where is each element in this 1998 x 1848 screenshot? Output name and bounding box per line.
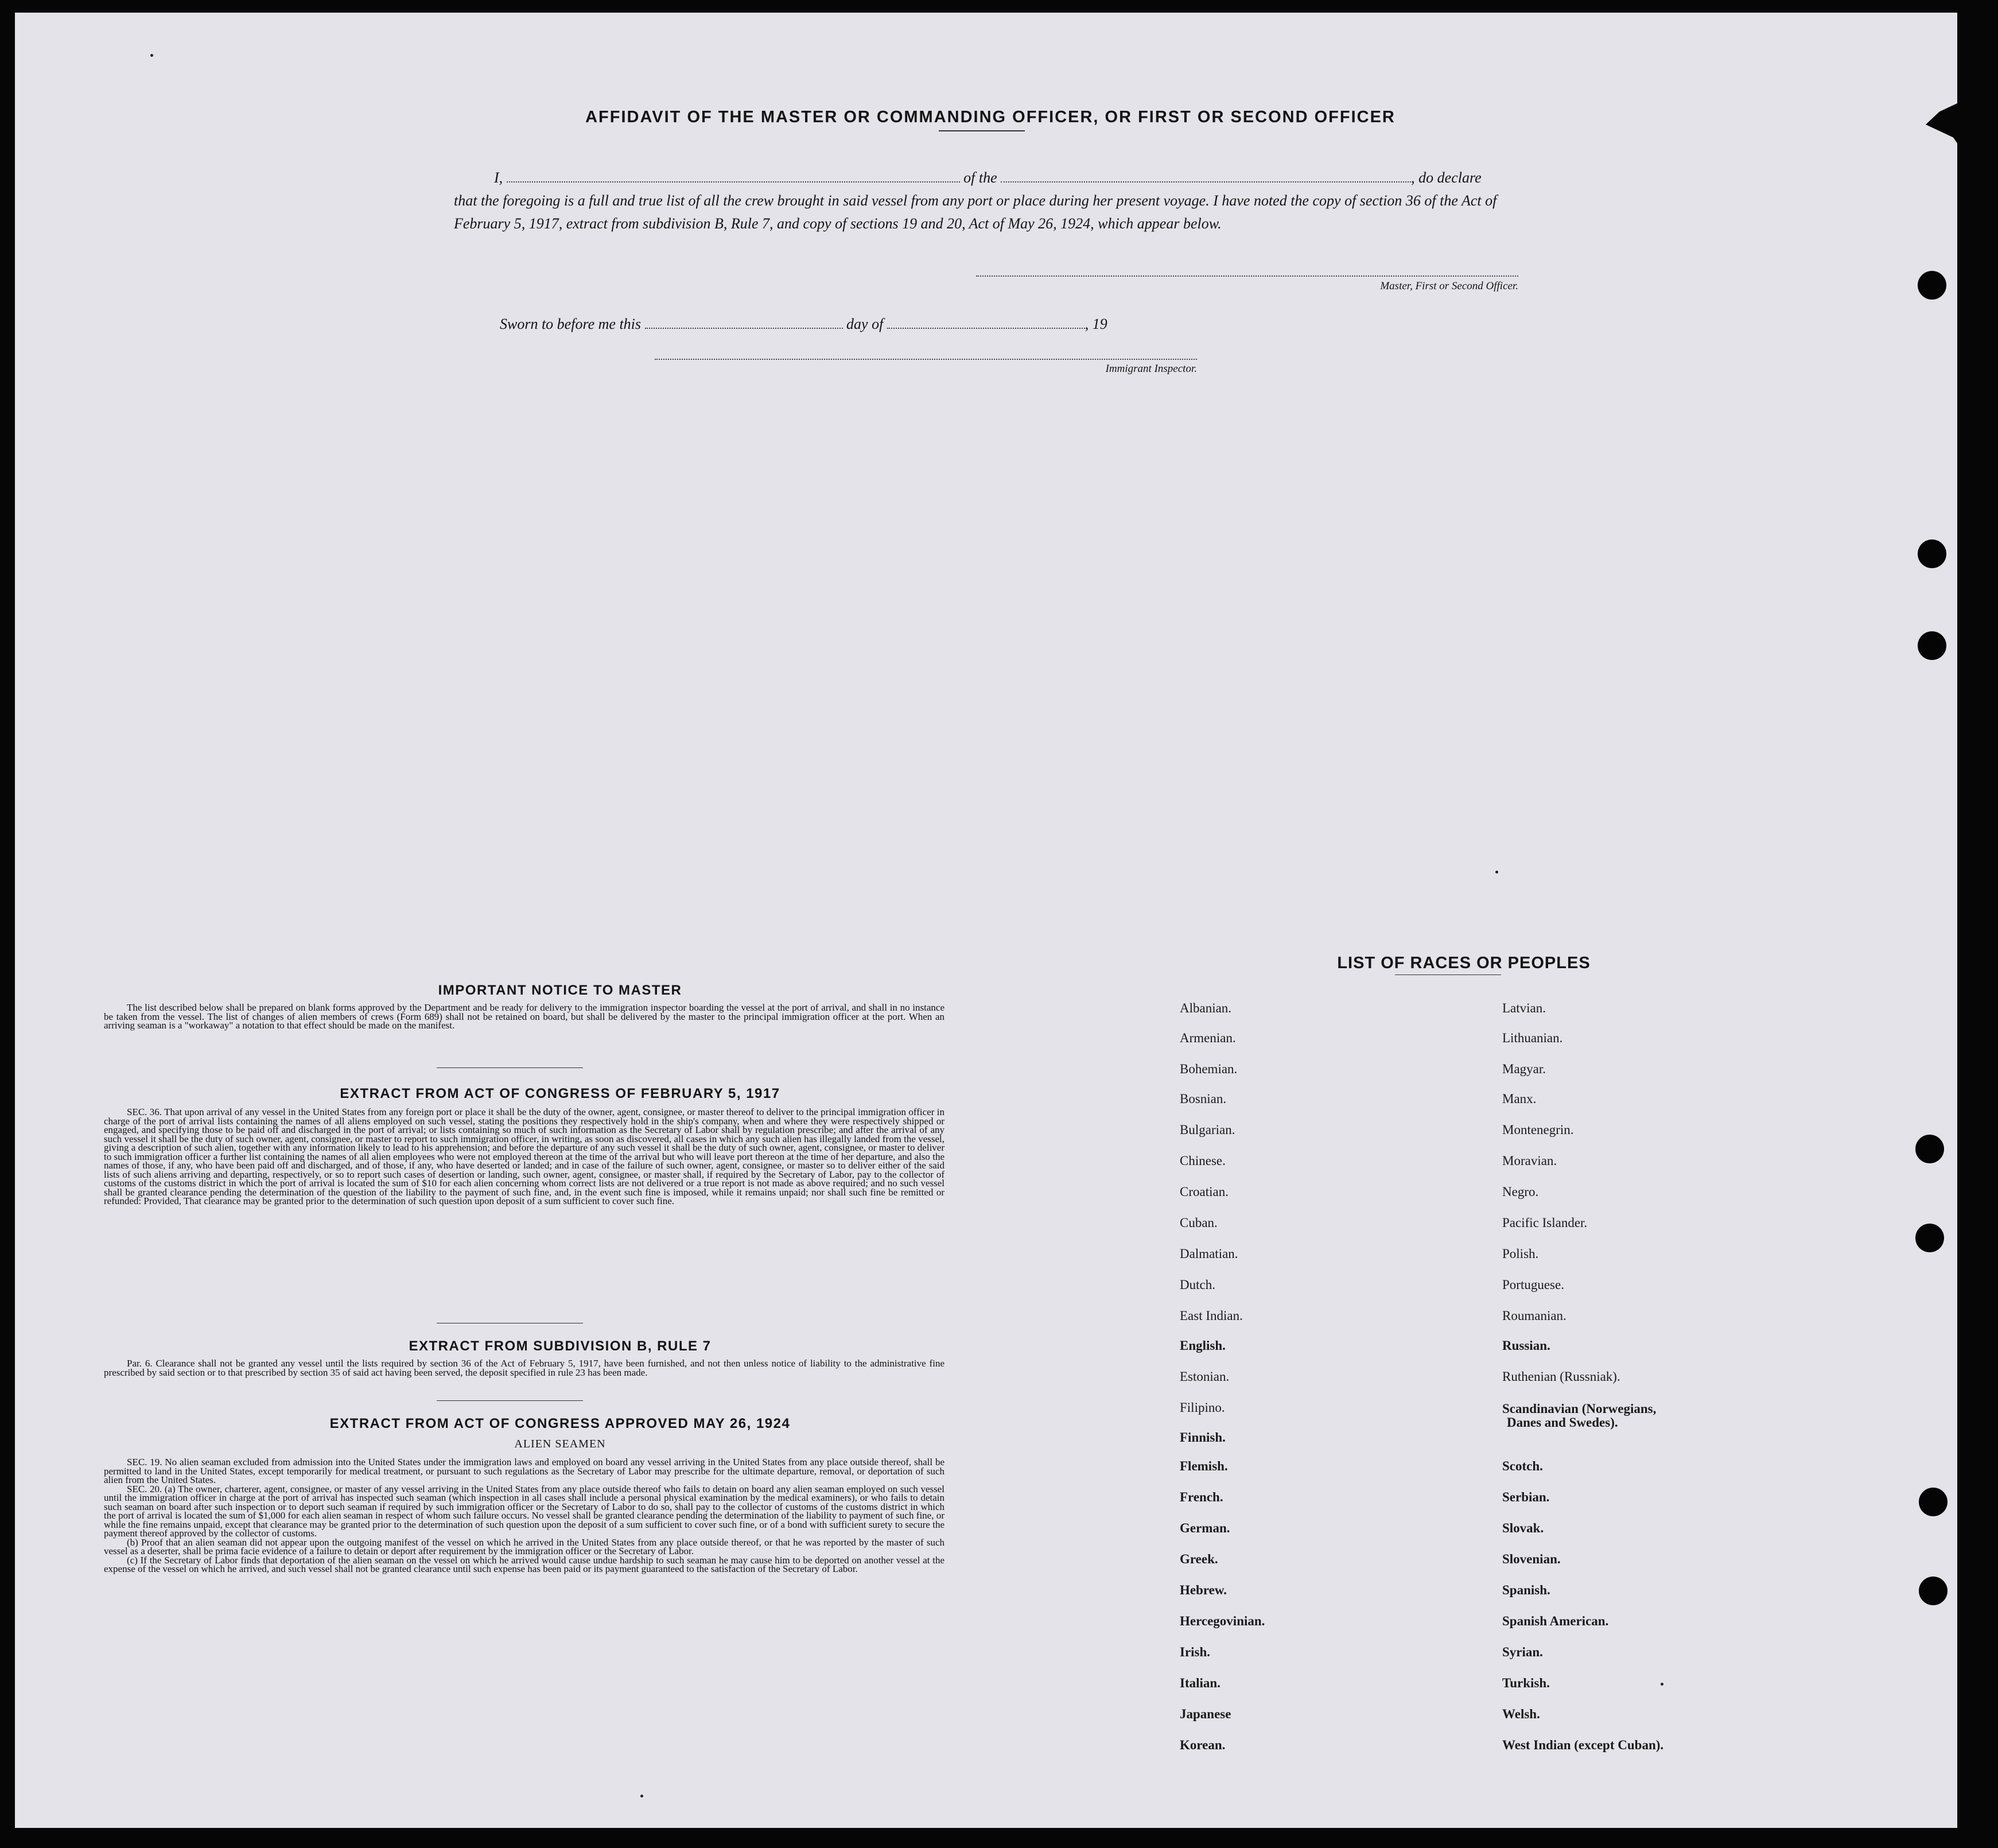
dust-speck xyxy=(1661,1683,1663,1686)
race-item: Spanish. xyxy=(1502,1583,1550,1597)
sworn-day-blank xyxy=(645,328,843,329)
race-item: Italian. xyxy=(1180,1676,1220,1690)
name-blank xyxy=(507,181,960,183)
race-item: Ruthenian (Russniak). xyxy=(1502,1369,1620,1384)
sworn-year-prefix: , 19 xyxy=(1084,316,1107,332)
race-item: Magyar. xyxy=(1502,1062,1546,1076)
race-item: French. xyxy=(1180,1490,1223,1504)
race-item: Croatian. xyxy=(1180,1185,1229,1199)
extract-1924-heading: EXTRACT FROM ACT OF CONGRESS APPROVED MAY 26, 1924 xyxy=(329,1416,791,1431)
race-item: Portuguese. xyxy=(1502,1278,1564,1292)
race-item: Bosnian. xyxy=(1180,1092,1227,1106)
punch-hole xyxy=(1919,1577,1948,1605)
race-item: Flemish. xyxy=(1180,1459,1228,1473)
affidavit-do-declare: , do declare xyxy=(1411,169,1482,186)
race-item: Chinese. xyxy=(1180,1154,1226,1168)
race-item: Russian. xyxy=(1502,1338,1550,1353)
alien-seamen-subheading: ALIEN SEAMEN xyxy=(514,1438,606,1450)
race-item: Scotch. xyxy=(1502,1459,1543,1473)
affidavit-i-prefix: I, xyxy=(494,169,503,186)
race-item: Lithuanian. xyxy=(1502,1031,1563,1045)
notice-heading: IMPORTANT NOTICE TO MASTER xyxy=(438,983,682,998)
punch-hole xyxy=(1918,271,1946,300)
race-item: Japanese xyxy=(1180,1707,1231,1721)
race-item: Syrian. xyxy=(1502,1645,1543,1659)
document-page xyxy=(15,13,1957,1828)
dust-speck xyxy=(640,1795,643,1797)
extract-1917-text xyxy=(104,1108,944,1206)
race-item: Greek. xyxy=(1180,1552,1218,1566)
race-item: Scandinavian (Norwegians, xyxy=(1502,1401,1657,1416)
sec-20c-paragraph: (c) If the Secretary of Labor finds that deportation of the alien seaman on the vessel on which he arrived would cause undue hardship to such seaman he may cause him to be deported on another vessel at the expense of the vessel on which he arrived, and such vessel shall not be granted clearance until such expense has been paid or its payment guaranteed to the satisfaction of the Secretary of Labor. xyxy=(104,1554,944,1574)
extract-rule7-heading: EXTRACT FROM SUBDIVISION B, RULE 7 xyxy=(409,1338,712,1354)
punch-hole xyxy=(1915,1224,1944,1252)
affidavit-declaration xyxy=(454,166,1533,235)
punch-hole xyxy=(1918,539,1946,568)
sec-19-paragraph: SEC. 19. No alien seaman excluded from admission into the United States under the immigration laws and employed on board any vessel arriving in the United States from any place outside thereof, shall be permitted to land in the United States, except temporarily for medical treatment, or pursuant to such regulations as the Secretary of Labor may prescribe for the ultimate departure, removal, or deportation of such alien from the United States. xyxy=(104,1457,944,1485)
punch-hole xyxy=(1919,1488,1948,1516)
race-item: Welsh. xyxy=(1502,1707,1540,1721)
race-item: Polish. xyxy=(1502,1247,1539,1261)
extract-1917-heading: EXTRACT FROM ACT OF CONGRESS OF FEBRUARY 5, 1917 xyxy=(340,1086,780,1101)
section-divider xyxy=(437,1067,583,1068)
race-item: West Indian (except Cuban). xyxy=(1502,1738,1664,1752)
sec-20b-paragraph: (b) Proof that an alien seaman did not appear upon the outgoing manifest of the vessel on which he arrived in the United States from any place outside thereof, or that he was reported by the master of such vessel as a deserter, shall be prima facie evidence of a failure to detain or deport after requirement by the immigration officer or the Secretary of Labor. xyxy=(104,1536,944,1556)
race-item: Pacific Islander. xyxy=(1502,1216,1588,1230)
race-item: Moravian. xyxy=(1502,1154,1557,1168)
affidavit-body: that the foregoing is a full and true list of all the crew brought in said vessel from any port or place during her present voyage. I have noted the copy of section 36 of the Act of February 5, 1917, extract from subdivision B, Rule 7, and copy of sections 19 and 20, Act of May 26, 1924, which appear below. xyxy=(454,192,1497,232)
torn-edge xyxy=(1926,99,1995,185)
race-item: Filipino. xyxy=(1180,1400,1225,1415)
race-item: Estonian. xyxy=(1180,1369,1230,1384)
affidavit-of-the: of the xyxy=(963,169,997,186)
race-item: Dalmatian. xyxy=(1180,1247,1238,1261)
master-signature-label: Master, First or Second Officer. xyxy=(1380,280,1518,292)
dust-speck xyxy=(150,54,153,57)
race-item: Hebrew. xyxy=(1180,1583,1227,1597)
race-item: Dutch. xyxy=(1180,1278,1215,1292)
race-item: Turkish. xyxy=(1502,1676,1550,1690)
race-item: German. xyxy=(1180,1521,1230,1535)
dust-speck xyxy=(1495,871,1498,873)
race-item: Hercegovinian. xyxy=(1180,1614,1265,1628)
section-divider xyxy=(437,1400,583,1401)
punch-hole xyxy=(1918,631,1946,660)
races-list-title: LIST OF RACES OR PEOPLES xyxy=(1337,954,1591,972)
section-36-paragraph: SEC. 36. That upon arrival of any vessel in the United States from any foreign port or place it shall be the duty of the owner, agent, consignee, or master thereof to deliver to the principal immigration officer in charge of the port of arrival lists containing the names of all aliens employed on such vessel, stating the positions they respectively hold in the ship's company, when and where they were respectively shipped or engaged, and specifying those to be paid off and discharged in the port of arrival; or lists containing so much of such information as the Secretary of Labor shall by regulation prescribe; and after the arrival of any such vessel it shall be the duty of such owner, agent, consignee, or master to report to such immigration officer, in writing, as soon as discovered, all cases in which any such alien has illegally landed from the vessel, giving a description of such alien, together with any information likely to lead to his apprehension; and before the departure of any such vessel it shall be the duty of such owner, agent, consignee, or master to deliver to such immigration officer a further list containing the names of all alien employees who were not employed thereon at the time of the arrival but who will leave port thereon at the time of her departure, and also the names of those, if any, who have been paid off and discharged, and of those, if any, who have deserted or landed; and in case of the failure of such owner, agent, consignee, or master so to deliver either of the said lists of such aliens arriving and departing, respectively, or so to report such cases of desertion or landing, such owner, agent, consignee, or master shall, if required by the Secretary of Labor, pay to the collector of customs of the customs district in which the port of arrival is located the sum of $10 for each alien concerning whom correct lists are not delivered or a true report is not made as above required; and no such vessel shall be granted clearance pending the determination of the question of the liability to the payment of such fine, and, in the event such fine is imposed, while it remains unpaid; nor shall such fine be remitted or refunded: Provided, That clearance may be granted prior to the determination of such question upon deposit of a sum sufficient to cover such fine. xyxy=(104,1107,944,1206)
race-item: Latvian. xyxy=(1502,1001,1546,1015)
race-item: Korean. xyxy=(1180,1738,1226,1752)
race-item: Cuban. xyxy=(1180,1216,1218,1230)
sworn-prefix: Sworn to before me this xyxy=(500,316,642,332)
race-item: Slovak. xyxy=(1502,1521,1544,1535)
race-item: Danes and Swedes). xyxy=(1507,1415,1618,1430)
race-item: Spanish American. xyxy=(1502,1614,1609,1628)
race-item: Bohemian. xyxy=(1180,1062,1238,1076)
sworn-statement xyxy=(500,316,1107,333)
race-item: Finnish. xyxy=(1180,1430,1226,1445)
notice-text xyxy=(104,1003,944,1030)
extract-1924-text xyxy=(104,1458,944,1574)
inspector-label: Immigrant Inspector. xyxy=(1105,363,1197,375)
race-item: Manx. xyxy=(1502,1092,1537,1106)
sworn-day-of: day of xyxy=(846,316,884,332)
race-item: Armenian. xyxy=(1180,1031,1236,1045)
race-item: Negro. xyxy=(1502,1185,1539,1199)
affidavit-title: AFFIDAVIT OF THE MASTER OR COMMANDING OFFICER, OR FIRST OR SECOND OFFICER xyxy=(585,108,1396,126)
sworn-month-blank xyxy=(887,328,1085,329)
sec-20a-paragraph: SEC. 20. (a) The owner, charterer, agent, consignee, or master of any vessel arriving in the United States from any place outside thereof who fails to detain on board any alien seaman employed on such vessel until the immigration officer in charge at the port of arrival has inspected such seaman (which inspection in all cases shall include a personal physical examination by the medical examiners), or who fails to detain such seaman on board after such inspection or to deport such seaman if required by such immigration officer or the Secretary of Labor to do so, shall pay to the collector of customs of the customs district in which the port of arrival is located the sum of $1,000 for each alien seaman in respect of whom such failure occurs. No vessel shall be granted clearance pending the determination of the liability to payment of such fine, or while the fine remains unpaid, except that clearance may be granted prior to the determination of such question upon the deposit of a sum sufficient to cover such fine, or of a bond with sufficient surety to secure the payment thereof approved by the collector of customs. xyxy=(104,1483,944,1539)
race-item: Slovenian. xyxy=(1502,1552,1561,1566)
race-item: Montenegrin. xyxy=(1502,1123,1574,1137)
race-item: East Indian. xyxy=(1180,1309,1243,1323)
notice-paragraph: The list described below shall be prepared on blank forms approved by the Department and be ready for delivery to the immigration inspector boarding the vessel at the port of arrival, and shall in no instance be taken from the vessel. The list of changes of alien members of crews (Form 689) shall not be retained on board, but shall be delivered by the master to the principal immigration officer at the port. When an arriving seaman is a "workaway" a notation to that effect should be made on the manifest. xyxy=(104,1002,944,1031)
extract-rule7-text xyxy=(104,1359,944,1377)
race-item: Albanian. xyxy=(1180,1001,1232,1015)
master-signature-line xyxy=(976,275,1518,277)
punch-hole xyxy=(1915,1135,1944,1163)
vessel-blank xyxy=(1001,181,1411,183)
race-item: Bulgarian. xyxy=(1180,1123,1235,1137)
race-item: English. xyxy=(1180,1338,1226,1353)
title-divider xyxy=(939,130,1025,131)
race-item: Serbian. xyxy=(1502,1490,1550,1504)
rule7-paragraph: Par. 6. Clearance shall not be granted any vessel until the lists required by section 36 of the Act of February 5, 1917, have been furnished, and not then unless notice of liability to the administrative fine prescribed by said section or to that prescribed by section 35 of said act having been served, the deposit specified in rule 23 has been made. xyxy=(104,1358,944,1378)
race-item: Irish. xyxy=(1180,1645,1211,1659)
inspector-signature-line xyxy=(655,359,1197,360)
race-item: Roumanian. xyxy=(1502,1309,1566,1323)
